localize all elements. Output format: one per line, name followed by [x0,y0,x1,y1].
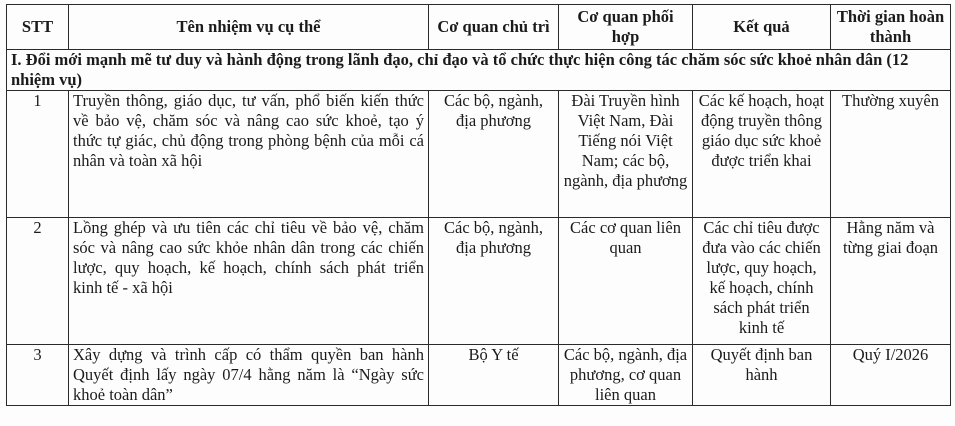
row-lead: Các bộ, ngành, địa phương [429,91,559,218]
row-coordinate: Các cơ quan liên quan [559,218,693,345]
task-table [6,4,951,406]
row-lead: Bộ Y tế [429,345,559,406]
row-task: Lồng ghép và ưu tiên các chỉ tiêu về bảo vệ, chăm sóc và nâng cao sức khỏe nhân dân trong các chiến lược, quy hoạch, kế hoạch, chính sách phát triển kinh tế - xã hội [69,218,429,345]
header-coordinate: Cơ quan phối hợp [559,5,693,50]
row-deadline: Hằng năm và từng giai đoạn [831,218,951,345]
header-result: Kết quả [693,5,831,50]
row-lead: Các bộ, ngành, địa phương [429,218,559,345]
header-deadline: Thời gian hoàn thành [831,5,951,50]
row-stt: 2 [7,218,69,345]
row-stt: 3 [7,345,69,406]
section-row [7,50,951,91]
row-result: Quyết định ban hành [693,345,831,406]
header-task: Tên nhiệm vụ cụ thể [69,5,429,50]
row-deadline: Quý I/2026 [831,345,951,406]
row-deadline: Thường xuyên [831,91,951,218]
row-result: Các kế hoạch, hoạt động truyền thông giáo dục sức khoẻ được triển khai [693,91,831,218]
row-coordinate: Các bộ, ngành, địa phương, cơ quan liên quan [559,345,693,406]
row-task: Truyền thông, giáo dục, tư vấn, phổ biến kiến thức về bảo vệ, chăm sóc và nâng cao sức khoẻ, tạo ý thức tự giác, chủ động trong phòng bệnh của mỗi cá nhân và toàn xã hội [69,91,429,218]
row-task: Xây dựng và trình cấp có thẩm quyền ban hành Quyết định lấy ngày 07/4 hằng năm là “Ngày sức khoẻ toàn dân” [69,345,429,406]
row-result: Các chỉ tiêu được đưa vào các chiến lược, quy hoạch, kế hoạch, chính sách phát triển kinh tế [693,218,831,345]
row-coordinate: Đài Truyền hình Việt Nam, Đài Tiếng nói Việt Nam; các bộ, ngành, địa phương [559,91,693,218]
table-row [7,218,951,345]
header-row [7,5,951,50]
header-lead: Cơ quan chủ trì [429,5,559,50]
table-row [7,91,951,218]
table-row [7,345,951,406]
header-stt: STT [7,5,69,50]
row-stt: 1 [7,91,69,218]
section-title: I. Đổi mới mạnh mẽ tư duy và hành động trong lãnh đạo, chỉ đạo và tổ chức thực hiện công tác chăm sóc sức khoẻ nhân dân (12 nhiệm vụ) [7,50,951,91]
